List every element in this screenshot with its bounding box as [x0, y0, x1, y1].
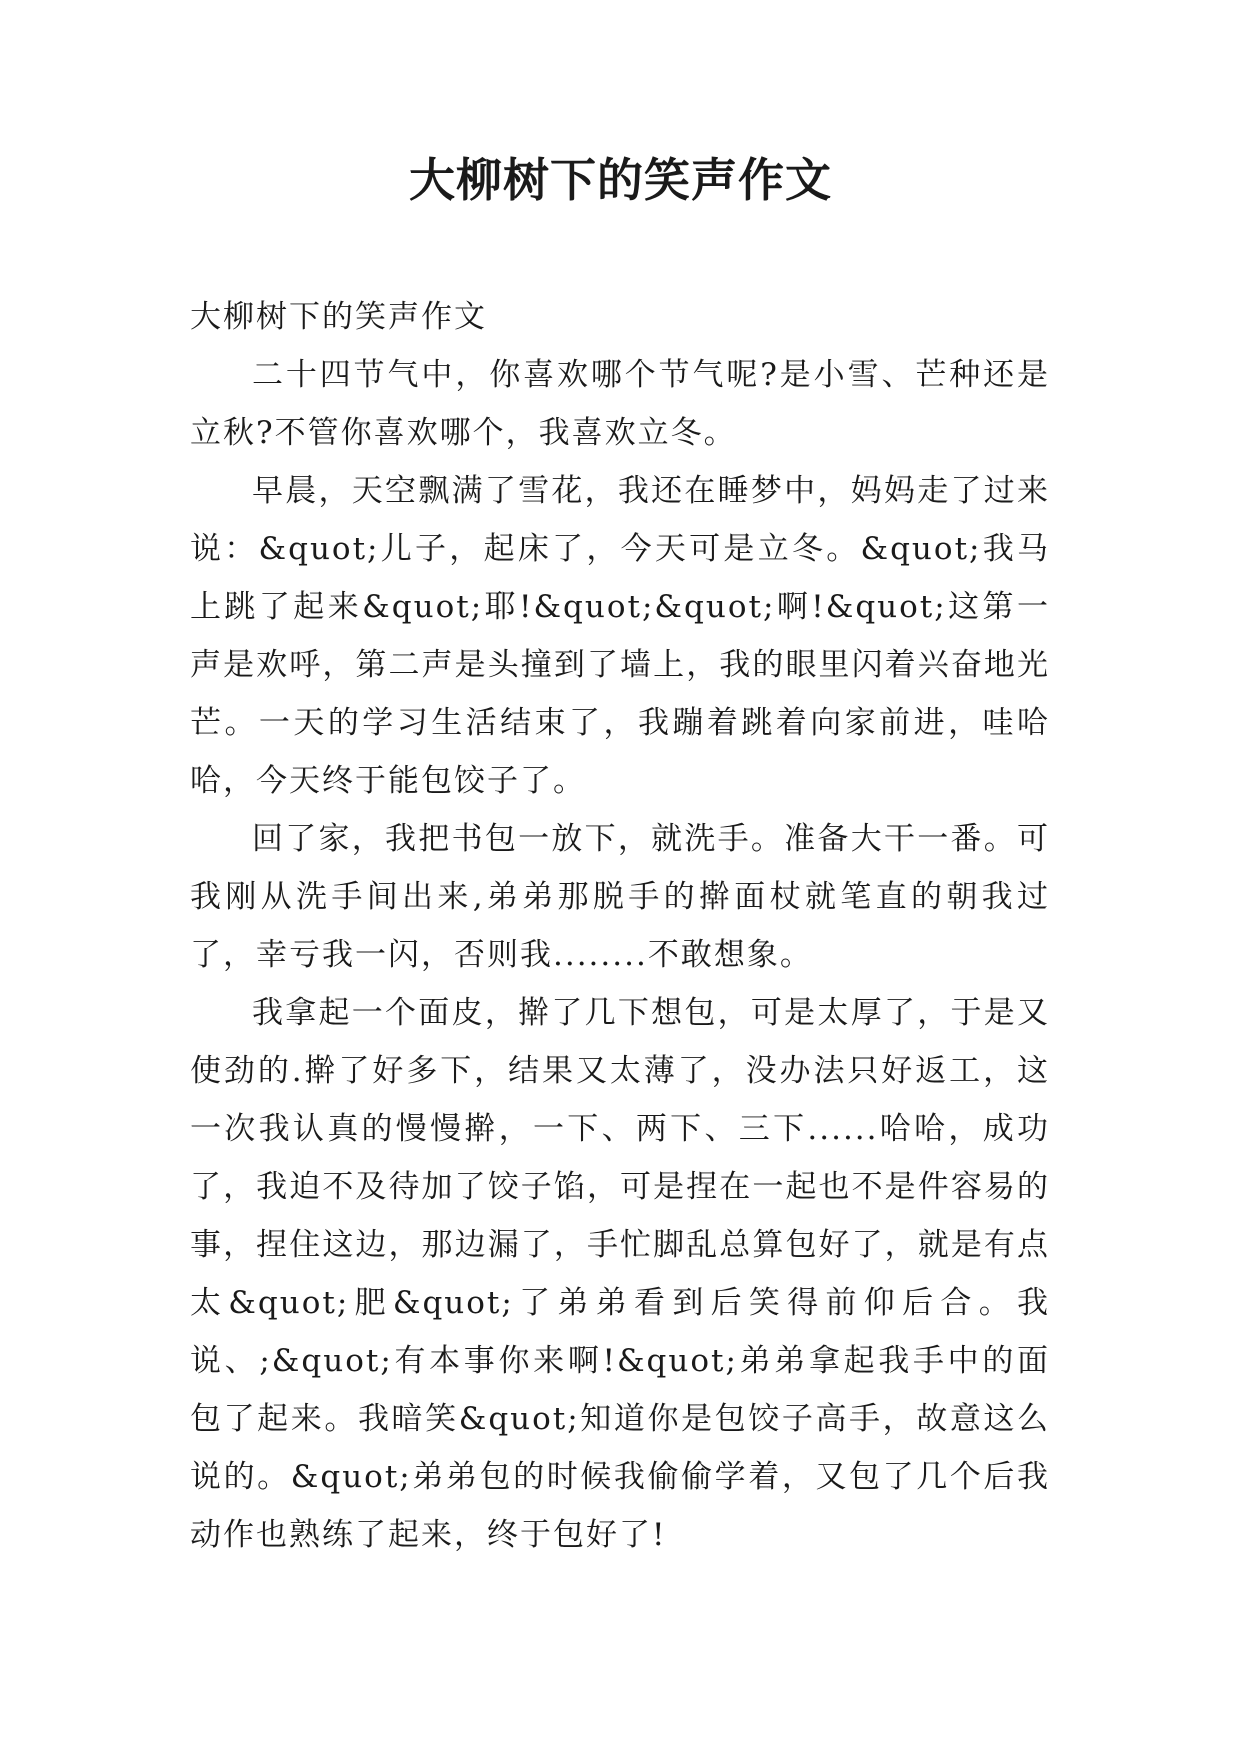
paragraph-1: 二十四节气中，你喜欢哪个节气呢?是小雪、芒种还是立秋?不管你喜欢哪个，我喜欢立冬。 [190, 357, 1050, 451]
paragraph-3: 回了家，我把书包一放下，就洗手。准备大干一番。可我刚从洗手间出来,弟弟那脱手的擀面杖就笔直的朝我过了，幸亏我一闪，否则我........不敢想象。 [190, 821, 1050, 973]
page-title: 大柳树下的笑声作文 [409, 153, 832, 207]
document-body [190, 288, 1050, 1564]
paragraph-4: 我拿起一个面皮，擀了几下想包，可是太厚了，于是又使劲的.擀了好多下，结果又太薄了，没办法只好返工，这一次我认真的慢慢擀，一下、两下、三下......哈哈，成功了，我迫不及待加了饺子馅，可是捏在一起也不是件容易的事，捏住这边，那边漏了，手忙脚乱总算包好了，就是有点太&quot;肥&quot;了弟弟看到后笑得前仰后合。我说、;&quot;有本事你来啊!&quot;弟弟拿起我手中的面包了起来。我暗笑&quot;知道你是包饺子高手，故意这么说的。&quot;弟弟包的时候我偷偷学着，又包了几个后我动作也熟练了起来，终于包好了! [190, 995, 1050, 1553]
paragraph-2: 早晨，天空飘满了雪花，我还在睡梦中，妈妈走了过来说：&quot;儿子，起床了，今天可是立冬。&quot;我马上跳了起来&quot;耶!&quot;&quot;啊!&quot;这第一声是欢呼，第二声是头撞到了墙上，我的眼里闪着兴奋地光芒。一天的学习生活结束了，我蹦着跳着向家前进，哇哈哈，今天终于能包饺子了。 [190, 473, 1050, 799]
document-subtitle: 大柳树下的笑声作文 [190, 299, 487, 335]
